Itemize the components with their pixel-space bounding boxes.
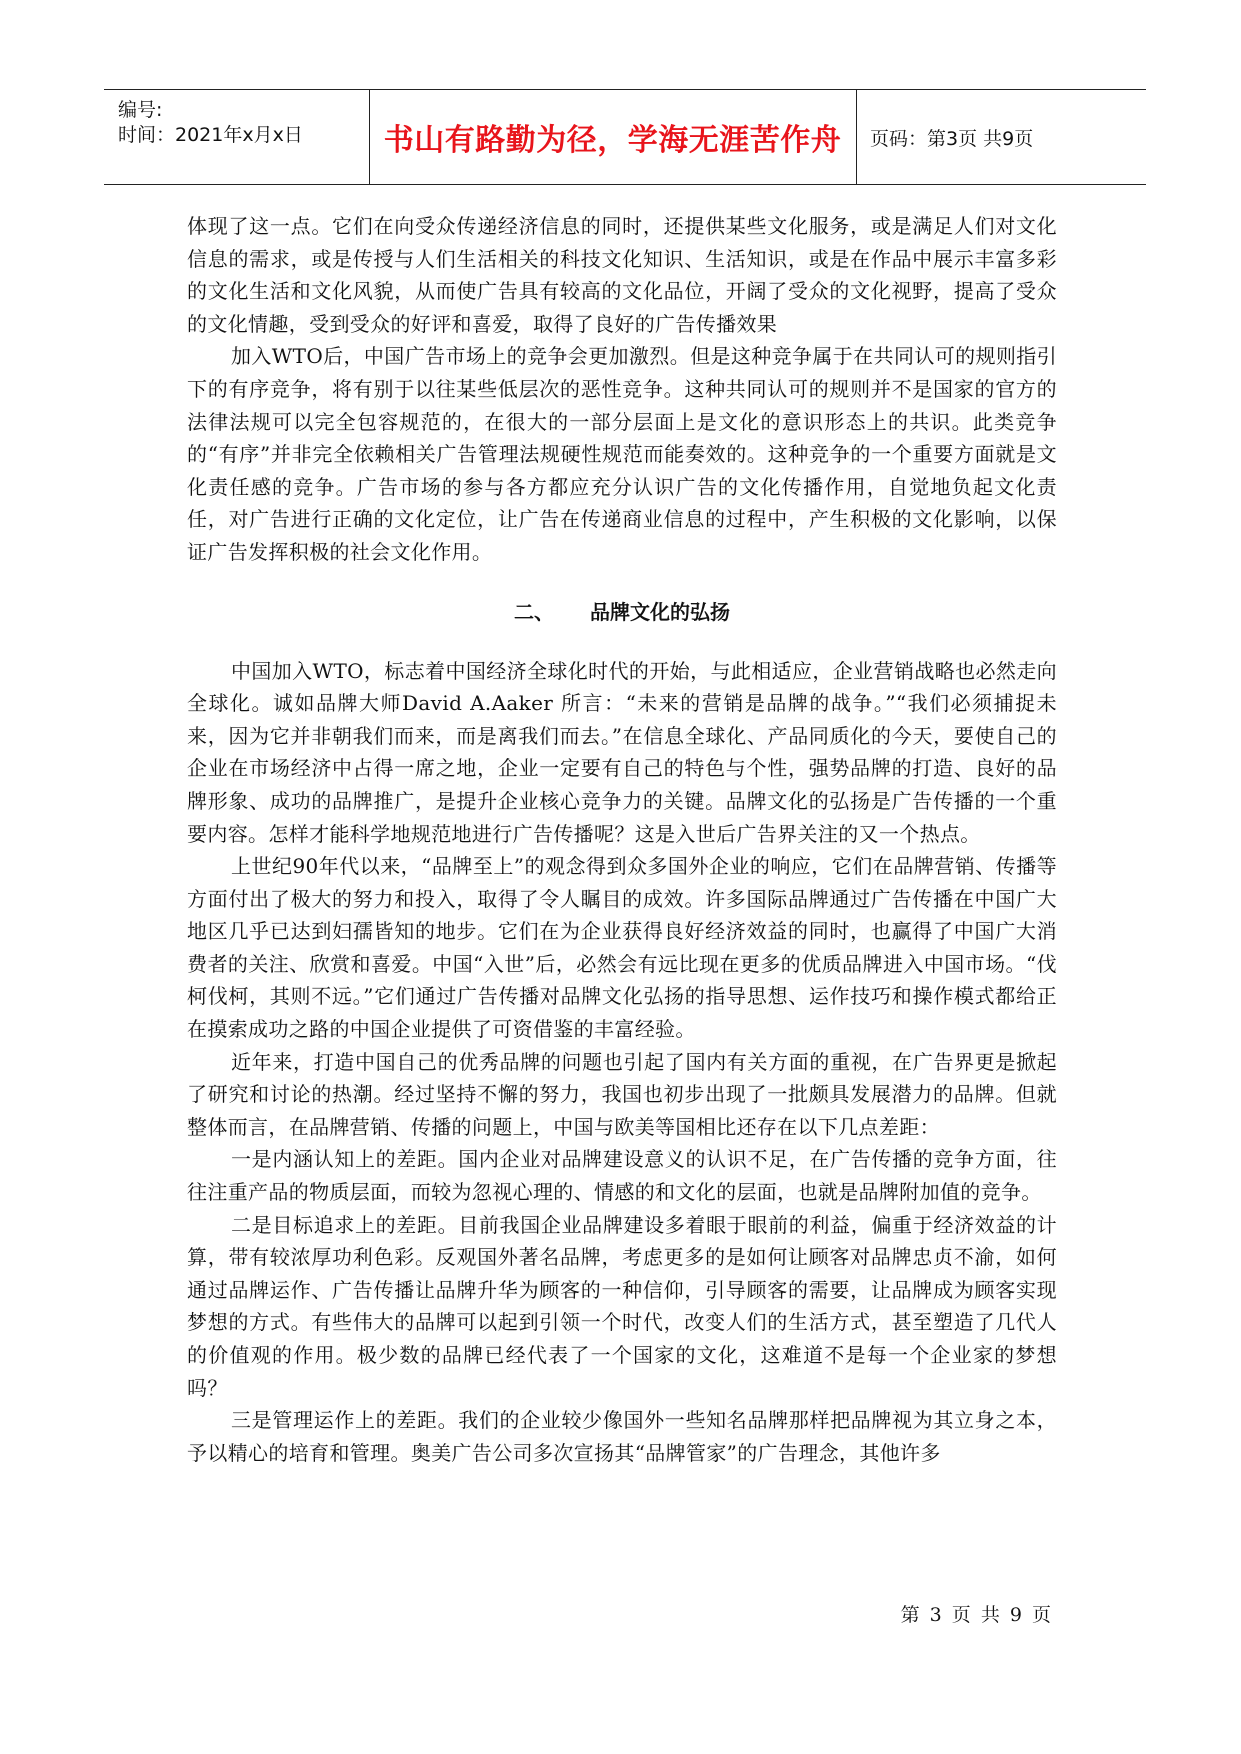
- paragraph: 三是管理运作上的差距。我们的企业较少像国外一些知名品牌那样把品牌视为其立身之本，予以精心的培育和管理。奥美广告公司多次宣扬其“品牌管家”的广告理念，其他许多: [187, 1408, 1057, 1465]
- paragraph: 一是内涵认知上的差距。国内企业对品牌建设意义的认识不足，在广告传播的竞争方面，往往注重产品的物质层面，而较为忽视心理的、情感的和文化的层面，也就是品牌附加值的竞争。: [187, 1147, 1057, 1205]
- paragraph: 中国加入WTO，标志着中国经济全球化时代的开始，与此相适应，企业营销战略也必然走向全球化。诚如品牌大师David A.Aaker 所言：“未来的营销是品牌的战争。”“我们必须捕捉未来，因为它并非朝我们而来，而是离我们而去。”在信息全球化、产品同质化的今天，要使自己的企业在市场经济中占得一席之地，企业一定要有自己的特色与个性，强势品牌的打造、良好的品牌形象、成功的品牌推广，是提升企业核心竞争力的关键。品牌文化的弘扬是广告传播的一个重要内容。怎样才能科学地规范地进行广告传播呢？这是入世后广告界关注的又一个热点。: [187, 658, 1057, 846]
- page-footer: 第 3 页 共 9 页: [900, 1604, 1053, 1626]
- paragraph: 二是目标追求上的差距。目前我国企业品牌建设多着眼于眼前的利益，偏重于经济效益的计算，带有较浓厚功利色彩。反观国外著名品牌，考虑更多的是如何让顾客对品牌忠贞不渝，如何通过品牌运作、广告传播让品牌升华为顾客的一种信仰，引导顾客的需要，让品牌成为顾客实现梦想的方式。有些伟大的品牌可以起到引领一个时代，改变人们的生活方式，甚至塑造了几代人的价值观的作用。极少数的品牌已经代表了一个国家的文化，这难道不是每一个企业家的梦想吗？: [187, 1212, 1057, 1400]
- document-body: [187, 210, 1057, 1469]
- paragraph: 体现了这一点。它们在向受众传递经济信息的同时，还提供某些文化服务，或是满足人们对文化信息的需求，或是传授与人们生活相关的科技文化知识、生活知识，或是在作品中展示丰富多彩的文化生活和文化风貌，从而使广告具有较高的文化品位，开阔了受众的文化视野，提高了受众的文化情趣，受到受众的好评和喜爱，取得了良好的广告传播效果: [187, 214, 1057, 336]
- header-motto-cell: [369, 90, 857, 184]
- time-label: 时间：2021年x月x日: [118, 124, 303, 146]
- paragraph: 近年来，打造中国自己的优秀品牌的问题也引起了国内有关方面的重视，在广告界更是掀起了研究和讨论的热潮。经过坚持不懈的努力，我国也初步出现了一批颇具发展潜力的品牌。但就整体而言，在品牌营销、传播的问题上，中国与欧美等国相比还存在以下几点差距：: [187, 1049, 1057, 1139]
- section-number: 二、: [514, 599, 554, 624]
- paragraph: 加入WTO后，中国广告市场上的竞争会更加激烈。但是这种竞争属于在共同认可的规则指引下的有序竞争，将有别于以往某些低层次的恶性竞争。这种共同认可的规则并不是国家的官方的法律法规可以完全包容规范的，在很大的一部分层面上是文化的意识形态上的共识。此类竞争的“有序”并非完全依赖相关广告管理法规硬性规范而能奏效的。这种竞争的一个重要方面就是文化责任感的竞争。广告市场的参与各方都应充分认识广告的文化传播作用，自觉地负起文化责任，对广告进行正确的文化定位，让广告在传递商业信息的过程中，产生积极的文化影响，以保证广告发挥积极的社会文化作用。: [187, 344, 1057, 564]
- page-header: [104, 89, 1146, 185]
- header-page-cell: [856, 90, 1146, 184]
- page-code: 页码：第3页 共9页: [870, 127, 1034, 150]
- motto-text: 书山有路勤为径，学海无涯苦作舟: [383, 123, 842, 158]
- code-label: 编号:: [118, 99, 163, 121]
- paragraph: 上世纪90年代以来，“品牌至上”的观念得到众多国外企业的响应，它们在品牌营销、传播等方面付出了极大的努力和投入，取得了令人瞩目的成效。许多国际品牌通过广告传播在中国广大地区几乎已达到妇孺皆知的地步。它们在为企业获得良好经济效益的同时，也赢得了中国广大消费者的关注、欣赏和喜爱。中国“入世”后，必然会有远比现在更多的优质品牌进入中国市场。“伐柯伐柯，其则不远。”它们通过广告传播对品牌文化弘扬的指导思想、运作技巧和操作模式都给正在摸索成功之路的中国企业提供了可资借鉴的丰富经验。: [187, 854, 1057, 1042]
- section-title: 品牌文化的弘扬: [590, 599, 730, 624]
- header-info-cell: [104, 90, 370, 184]
- section-heading: [187, 596, 1057, 628]
